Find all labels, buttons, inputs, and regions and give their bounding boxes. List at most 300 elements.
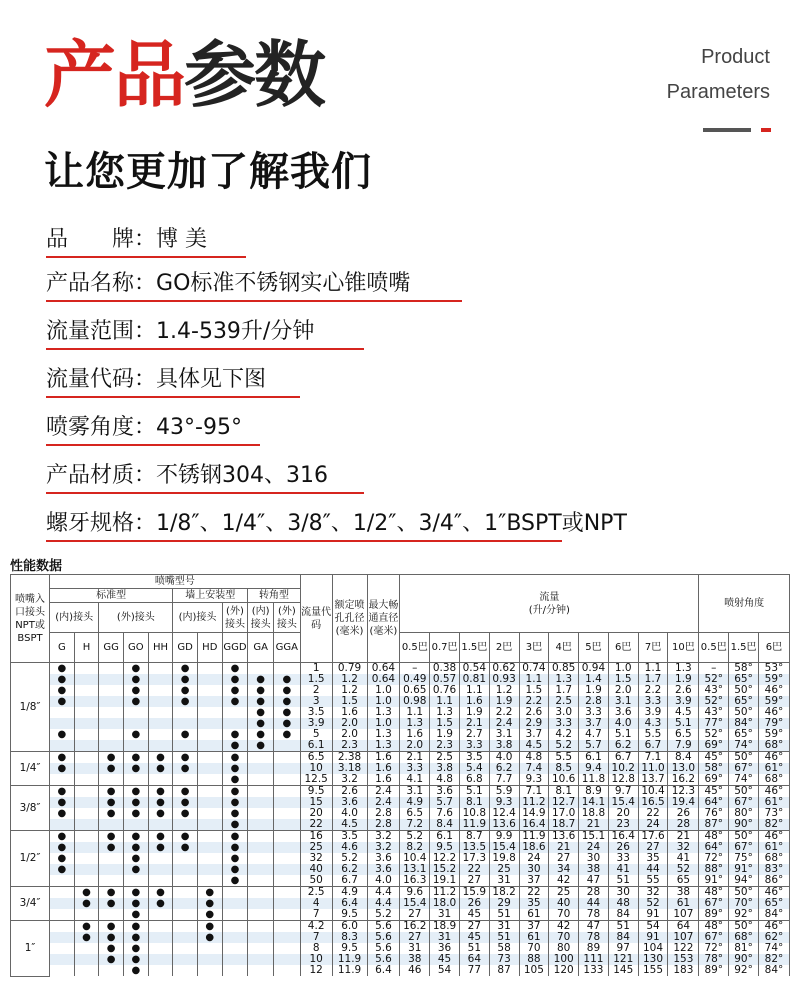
model-dot-cell xyxy=(173,965,198,976)
size-cell: 3/4″ xyxy=(11,887,50,921)
model-dot-cell: ● xyxy=(173,729,198,740)
angle-cell: 48° xyxy=(699,921,729,933)
col-header-passage: 最大畅通直径(毫米) xyxy=(367,575,400,663)
orifice-cell: 3.5 xyxy=(332,831,367,843)
flow-code-cell: 40 xyxy=(300,864,332,875)
flow-cell: 45 xyxy=(459,932,489,943)
model-dot-cell xyxy=(173,909,198,921)
model-dot-cell xyxy=(248,932,274,943)
flow-cell: 61 xyxy=(668,898,699,909)
flow-cell: 4.8 xyxy=(519,752,549,764)
flow-cell: 13.5 xyxy=(459,842,489,853)
flow-cell: 5.2 xyxy=(549,740,579,752)
flow-cell: 88 xyxy=(519,954,549,965)
model-dot-cell xyxy=(248,774,274,786)
angle-cell: 46° xyxy=(758,831,789,843)
flow-cell: 30 xyxy=(519,864,549,875)
angle-cell: 74° xyxy=(729,774,759,786)
model-dot-cell xyxy=(99,729,124,740)
flow-code-cell: 6.5 xyxy=(300,752,332,764)
flow-cell: 28 xyxy=(579,887,609,899)
angle-cell: 74° xyxy=(758,943,789,954)
model-dot-cell xyxy=(273,808,300,819)
flow-cell: – xyxy=(400,663,430,675)
flow-cell: 27 xyxy=(549,853,579,864)
flow-cell: 51 xyxy=(608,875,638,887)
flow-cell: 8.2 xyxy=(400,842,430,853)
flow-cell: 1.6 xyxy=(459,696,489,707)
col-header-model: 喷嘴型号 xyxy=(50,575,301,589)
model-dot-cell: ● xyxy=(173,797,198,808)
flow-cell: 6.2 xyxy=(489,763,519,774)
table-row xyxy=(11,943,790,954)
model-dot-cell: ● xyxy=(148,887,173,899)
model-dot-cell xyxy=(248,921,274,933)
angle-cell: 58° xyxy=(699,763,729,774)
orifice-cell: 11.9 xyxy=(332,954,367,965)
model-dot-cell xyxy=(99,864,124,875)
model-dot-cell xyxy=(74,685,99,696)
flow-cell: 41 xyxy=(608,864,638,875)
flow-cell: 1.4 xyxy=(579,674,609,685)
model-dot-cell xyxy=(148,819,173,831)
model-dot-cell: ● xyxy=(222,674,248,685)
flow-cell: 4.8 xyxy=(430,774,460,786)
flow-cell: 12.2 xyxy=(430,853,460,864)
flow-cell: 78 xyxy=(579,909,609,921)
flow-cell: 54 xyxy=(638,921,668,933)
angle-cell: 92° xyxy=(729,909,759,921)
angle-cell: 45° xyxy=(699,786,729,798)
angle-cell: 89° xyxy=(699,909,729,921)
orifice-cell: 2.0 xyxy=(332,718,367,729)
model-dot-cell: ● xyxy=(197,909,222,921)
model-dot-cell: ● xyxy=(124,921,149,933)
flow-cell: 19.1 xyxy=(430,875,460,887)
flow-cell: 31 xyxy=(430,909,460,921)
model-dot-cell: ● xyxy=(222,663,248,675)
model-dot-cell xyxy=(124,819,149,831)
pressure-col-header: 10巴 xyxy=(668,633,699,663)
flow-cell: 3.1 xyxy=(608,696,638,707)
table-row xyxy=(11,696,790,707)
model-dot-cell: ● xyxy=(222,740,248,752)
model-dot-cell xyxy=(248,842,274,853)
model-dot-cell: ● xyxy=(99,954,124,965)
spec-item xyxy=(46,410,242,441)
model-dot-cell xyxy=(74,729,99,740)
model-dot-cell: ● xyxy=(124,808,149,819)
flow-cell: 8.1 xyxy=(459,797,489,808)
model-dot-cell xyxy=(99,696,124,707)
model-dot-cell xyxy=(50,887,75,899)
model-dot-cell xyxy=(273,842,300,853)
table-row xyxy=(11,663,790,675)
flow-cell: 3.1 xyxy=(489,729,519,740)
flow-code-cell: 8 xyxy=(300,943,332,954)
model-dot-cell: ● xyxy=(173,763,198,774)
flow-cell: 65 xyxy=(668,875,699,887)
model-col-header: GG xyxy=(99,633,124,663)
table-row xyxy=(11,786,790,798)
flow-cell: 25 xyxy=(489,864,519,875)
model-dot-cell: ● xyxy=(99,932,124,943)
spec-value: 不锈钢304、316 xyxy=(156,463,328,488)
model-dot-cell xyxy=(273,797,300,808)
flow-cell: 11.9 xyxy=(519,831,549,843)
passage-cell: 1.0 xyxy=(367,685,400,696)
size-cell: 1/8″ xyxy=(11,663,50,752)
model-dot-cell: ● xyxy=(99,797,124,808)
flow-cell: 122 xyxy=(668,943,699,954)
flow-cell: 41 xyxy=(668,853,699,864)
flow-cell: 3.5 xyxy=(459,752,489,764)
angle-pressure-col-header: 0.5巴 xyxy=(699,633,729,663)
flow-cell: 6.5 xyxy=(668,729,699,740)
angle-cell: 68° xyxy=(758,774,789,786)
model-dot-cell xyxy=(148,696,173,707)
spec-item xyxy=(46,222,207,253)
table-row xyxy=(11,853,790,864)
flow-cell: 15.9 xyxy=(459,887,489,899)
flow-cell: 28 xyxy=(668,819,699,831)
flow-cell: 52 xyxy=(668,864,699,875)
flow-header-label: 流量 xyxy=(539,591,560,603)
flow-code-cell: 9.5 xyxy=(300,786,332,798)
flow-cell: 0.38 xyxy=(430,663,460,675)
angle-cell: 65° xyxy=(729,696,759,707)
flow-cell: 8.9 xyxy=(579,786,609,798)
flow-cell: 12.3 xyxy=(668,786,699,798)
flow-cell: 1.9 xyxy=(489,696,519,707)
orifice-cell: 4.5 xyxy=(332,819,367,831)
english-title xyxy=(667,40,770,110)
model-dot-cell xyxy=(197,842,222,853)
flow-cell: 40 xyxy=(549,898,579,909)
model-dot-cell xyxy=(148,718,173,729)
model-dot-cell xyxy=(148,853,173,864)
angle-cell: 61° xyxy=(758,797,789,808)
model-dot-cell: ● xyxy=(222,864,248,875)
model-dot-cell: ● xyxy=(50,674,75,685)
table-row xyxy=(11,685,790,696)
flow-cell: 3.6 xyxy=(430,786,460,798)
model-dot-cell xyxy=(197,685,222,696)
model-dot-cell xyxy=(74,718,99,729)
flow-cell: 5.7 xyxy=(579,740,609,752)
passage-cell: 1.6 xyxy=(367,752,400,764)
model-dot-cell xyxy=(74,696,99,707)
model-dot-cell xyxy=(148,663,173,675)
passage-cell: 5.6 xyxy=(367,932,400,943)
col-header-inlet: 喷嘴入口接头NPT或BSPT xyxy=(11,575,50,663)
flow-cell: 5.5 xyxy=(638,729,668,740)
passage-cell: 1.3 xyxy=(367,729,400,740)
model-dot-cell xyxy=(197,853,222,864)
angle-cell: 74° xyxy=(729,740,759,752)
model-dot-cell xyxy=(197,808,222,819)
flow-cell: 27 xyxy=(638,842,668,853)
flow-cell: 45 xyxy=(459,909,489,921)
orifice-cell: 3.2 xyxy=(332,774,367,786)
pressure-col-header: 7巴 xyxy=(638,633,668,663)
col-header-orifice: 额定喷孔孔径(毫米) xyxy=(332,575,367,663)
flow-cell: 3.7 xyxy=(579,718,609,729)
flow-cell: 64 xyxy=(459,954,489,965)
flow-cell: 18.8 xyxy=(579,808,609,819)
model-dot-cell: ● xyxy=(148,763,173,774)
col-header-in-thread: (内)接头 xyxy=(173,603,222,633)
model-dot-cell xyxy=(273,663,300,675)
flow-cell: 5.5 xyxy=(549,752,579,764)
flow-cell: 15.4 xyxy=(489,842,519,853)
angle-cell: 76° xyxy=(699,808,729,819)
flow-cell: 22 xyxy=(459,864,489,875)
model-dot-cell xyxy=(124,875,149,887)
flow-cell: 16.4 xyxy=(519,819,549,831)
page-header xyxy=(44,30,324,120)
model-dot-cell xyxy=(222,898,248,909)
angle-pressure-col-header: 1.5巴 xyxy=(729,633,759,663)
flow-cell: 38 xyxy=(579,864,609,875)
angle-cell: 69° xyxy=(699,774,729,786)
flow-cell: 8.4 xyxy=(668,752,699,764)
flow-cell: 33 xyxy=(608,853,638,864)
model-dot-cell xyxy=(197,875,222,887)
flow-cell: 31 xyxy=(489,921,519,933)
table-row xyxy=(11,740,790,752)
flow-code-cell: 1 xyxy=(300,663,332,675)
model-dot-cell xyxy=(248,954,274,965)
model-dot-cell: ● xyxy=(50,729,75,740)
flow-cell: 30 xyxy=(579,853,609,864)
flow-cell: 1.5 xyxy=(430,718,460,729)
model-dot-cell: ● xyxy=(248,729,274,740)
col-header-in-thread: (内)接头 xyxy=(248,603,274,633)
model-dot-cell xyxy=(148,774,173,786)
angle-cell: 58° xyxy=(729,663,759,675)
flow-cell: 10.6 xyxy=(549,774,579,786)
flow-cell: 5.1 xyxy=(459,786,489,798)
angle-cell: 48° xyxy=(699,887,729,899)
angle-cell: 52° xyxy=(699,696,729,707)
angle-cell: 52° xyxy=(699,729,729,740)
flow-cell: 73 xyxy=(489,954,519,965)
flow-cell: 9.6 xyxy=(400,887,430,899)
flow-cell: 10.4 xyxy=(638,786,668,798)
model-dot-cell xyxy=(173,898,198,909)
flow-cell: 3.8 xyxy=(489,740,519,752)
angle-cell: 64° xyxy=(699,842,729,853)
angle-cell: 77° xyxy=(699,718,729,729)
model-dot-cell: ● xyxy=(99,921,124,933)
model-dot-cell: ● xyxy=(50,797,75,808)
flow-cell: 9.7 xyxy=(608,786,638,798)
flow-cell: 0.49 xyxy=(400,674,430,685)
angle-cell: 84° xyxy=(758,909,789,921)
orifice-cell: 6.2 xyxy=(332,864,367,875)
model-dot-cell xyxy=(273,898,300,909)
flow-cell: 107 xyxy=(668,909,699,921)
model-dot-cell xyxy=(173,875,198,887)
table-row xyxy=(11,875,790,887)
model-dot-cell: ● xyxy=(222,831,248,843)
flow-cell: 48 xyxy=(608,898,638,909)
model-dot-cell xyxy=(99,774,124,786)
flow-cell: 70 xyxy=(519,943,549,954)
spec-underline xyxy=(46,256,246,258)
flow-cell: 29 xyxy=(489,898,519,909)
flow-cell: 7.9 xyxy=(668,740,699,752)
model-dot-cell xyxy=(197,718,222,729)
flow-cell: 2.6 xyxy=(519,707,549,718)
table-row xyxy=(11,954,790,965)
model-dot-cell xyxy=(74,774,99,786)
angle-cell: 43° xyxy=(699,685,729,696)
flow-cell: 0.76 xyxy=(430,685,460,696)
flow-cell: 15.2 xyxy=(430,864,460,875)
flow-code-cell: 10 xyxy=(300,763,332,774)
model-dot-cell: ● xyxy=(124,831,149,843)
spec-item xyxy=(46,362,266,393)
model-dot-cell xyxy=(197,831,222,843)
flow-cell: 2.8 xyxy=(579,696,609,707)
table-row xyxy=(11,909,790,921)
flow-cell: 55 xyxy=(638,875,668,887)
model-dot-cell: ● xyxy=(99,842,124,853)
col-header-in-thread: (内)接头 xyxy=(50,603,99,633)
flow-cell: 16.5 xyxy=(638,797,668,808)
flow-cell: 6.2 xyxy=(608,740,638,752)
flow-cell: 107 xyxy=(668,932,699,943)
model-dot-cell: ● xyxy=(99,763,124,774)
flow-cell: 11.2 xyxy=(519,797,549,808)
angle-cell: 50° xyxy=(729,786,759,798)
orifice-cell: 2.3 xyxy=(332,740,367,752)
spec-value: 博 美 xyxy=(156,227,208,252)
flow-cell: 27 xyxy=(459,921,489,933)
flow-cell: 6.7 xyxy=(638,740,668,752)
model-dot-cell: ● xyxy=(222,774,248,786)
flow-cell: 20 xyxy=(608,808,638,819)
model-dot-cell: ● xyxy=(248,696,274,707)
model-dot-cell xyxy=(173,864,198,875)
decor-bar-red xyxy=(761,128,771,132)
model-dot-cell xyxy=(248,831,274,843)
flow-cell: 21 xyxy=(579,819,609,831)
spec-label: 螺牙规格： xyxy=(46,511,157,536)
passage-cell: 3.6 xyxy=(367,864,400,875)
orifice-cell: 6.0 xyxy=(332,921,367,933)
model-col-header: H xyxy=(74,633,99,663)
flow-cell: 153 xyxy=(668,954,699,965)
page-subtitle: 让您更加了解我们 xyxy=(44,149,372,195)
table-row xyxy=(11,932,790,943)
flow-cell: 26 xyxy=(608,842,638,853)
model-dot-cell xyxy=(273,954,300,965)
flow-cell: 10.4 xyxy=(400,853,430,864)
angle-cell: 78° xyxy=(699,954,729,965)
flow-cell: 2.0 xyxy=(608,685,638,696)
model-dot-cell xyxy=(148,864,173,875)
orifice-cell: 3.6 xyxy=(332,797,367,808)
model-dot-cell: ● xyxy=(222,763,248,774)
flow-cell: 5.9 xyxy=(489,786,519,798)
model-dot-cell: ● xyxy=(273,729,300,740)
model-dot-cell xyxy=(148,932,173,943)
model-dot-cell xyxy=(99,875,124,887)
flow-cell: 9.9 xyxy=(489,831,519,843)
model-dot-cell xyxy=(50,707,75,718)
flow-cell: 15.1 xyxy=(579,831,609,843)
flow-cell: 45 xyxy=(430,954,460,965)
model-dot-cell xyxy=(273,740,300,752)
flow-cell: 105 xyxy=(519,965,549,976)
flow-cell: 6.5 xyxy=(400,808,430,819)
flow-cell: 18.6 xyxy=(519,842,549,853)
flow-cell: 46 xyxy=(400,965,430,976)
flow-cell: 2.7 xyxy=(459,729,489,740)
model-dot-cell: ● xyxy=(99,786,124,798)
model-dot-cell xyxy=(148,909,173,921)
model-dot-cell: ● xyxy=(273,707,300,718)
flow-cell: 8.5 xyxy=(549,763,579,774)
angle-cell: 65° xyxy=(729,674,759,685)
spec-value: 具体见下图 xyxy=(156,367,267,392)
flow-cell: 11.9 xyxy=(459,819,489,831)
model-dot-cell xyxy=(99,909,124,921)
model-dot-cell xyxy=(222,943,248,954)
passage-cell: 4.4 xyxy=(367,898,400,909)
model-dot-cell xyxy=(173,853,198,864)
model-dot-cell xyxy=(197,763,222,774)
flow-cell: 77 xyxy=(459,965,489,976)
angle-cell: 50° xyxy=(729,887,759,899)
flow-cell: 104 xyxy=(638,943,668,954)
flow-cell: 4.0 xyxy=(608,718,638,729)
flow-cell: 12.8 xyxy=(608,774,638,786)
flow-header-unit: (升/分钟) xyxy=(528,604,570,616)
model-dot-cell xyxy=(74,786,99,798)
table-row xyxy=(11,707,790,718)
model-dot-cell xyxy=(74,943,99,954)
model-dot-cell xyxy=(74,674,99,685)
flow-cell: 7.6 xyxy=(430,808,460,819)
flow-cell: 22 xyxy=(638,808,668,819)
table-row xyxy=(11,921,790,933)
model-dot-cell: ● xyxy=(74,932,99,943)
model-dot-cell: ● xyxy=(273,718,300,729)
flow-cell: 15.4 xyxy=(400,898,430,909)
passage-cell: 2.4 xyxy=(367,797,400,808)
flow-cell: 4.0 xyxy=(489,752,519,764)
model-dot-cell xyxy=(99,707,124,718)
flow-cell: 22 xyxy=(519,887,549,899)
model-dot-cell: ● xyxy=(99,752,124,764)
model-dot-cell xyxy=(273,853,300,864)
model-dot-cell xyxy=(173,740,198,752)
angle-cell: 79° xyxy=(758,718,789,729)
flow-cell: 3.9 xyxy=(668,696,699,707)
model-dot-cell xyxy=(148,674,173,685)
model-dot-cell: ● xyxy=(222,786,248,798)
flow-code-cell: 2 xyxy=(300,685,332,696)
table-row xyxy=(11,819,790,831)
model-dot-cell: ● xyxy=(197,921,222,933)
model-dot-cell xyxy=(148,740,173,752)
flow-code-cell: 32 xyxy=(300,853,332,864)
flow-cell: 5.1 xyxy=(668,718,699,729)
